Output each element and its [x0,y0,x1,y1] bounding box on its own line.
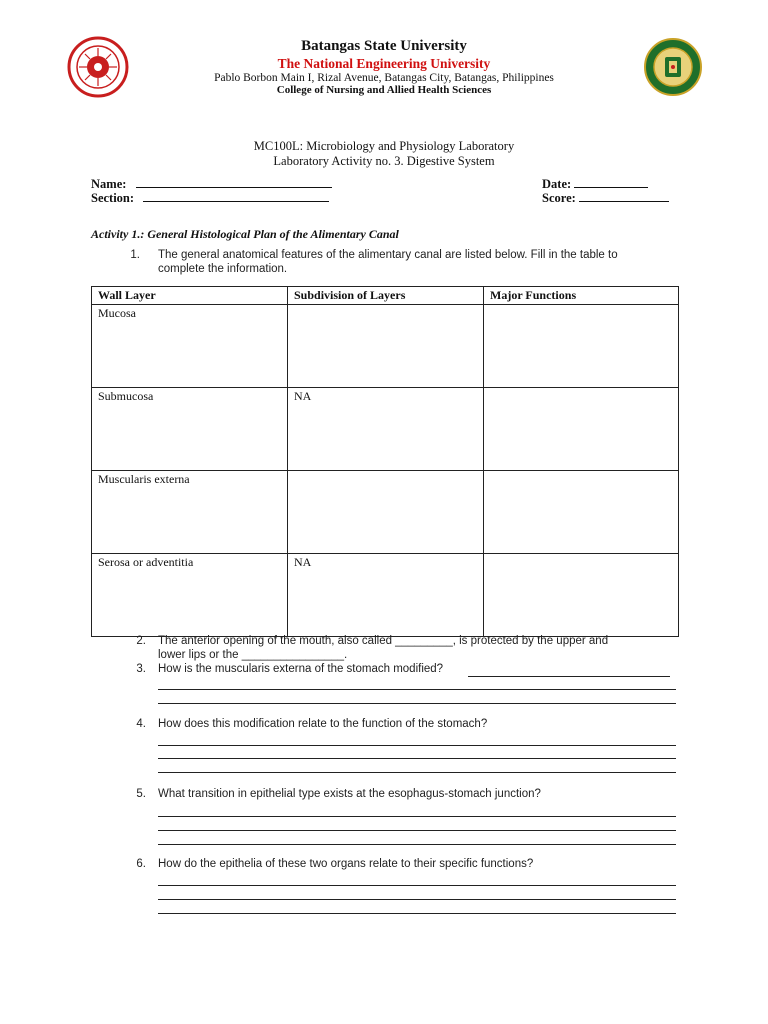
question-6-text: How do the epithelia of these two organs relate to their specific functions? [158,858,534,870]
answer-line[interactable] [158,772,676,773]
answer-line[interactable] [158,758,676,759]
question-2-number: 2. [136,635,146,647]
answer-line[interactable] [468,676,670,677]
question-3-text: How is the muscularis externa of the stomach modified? [158,663,444,675]
question-1-line-1: The general anatomical features of the alimentary canal are listed below. Fill in the table to [158,249,618,261]
answer-line[interactable] [158,885,676,886]
table-row [92,471,679,554]
university-address: Pablo Borbon Main I, Rizal Avenue, Batangas City, Batangas, Philippines [214,72,554,84]
column-header-major-functions: Major Functions [484,287,679,305]
question-6-number: 6. [136,858,146,870]
question-2-line-2: lower lips or the ________________. [158,649,348,661]
subdivision-cell[interactable] [288,305,484,388]
wall-layer-cell: Serosa or adventitia [92,554,288,637]
question-3-number: 3. [136,663,146,675]
activity-heading: Activity 1.: General Histological Plan of the Alimentary Canal [91,227,399,241]
activity-number: Laboratory Activity no. 3. Digestive System [273,154,495,168]
column-header-subdivision: Subdivision of Layers [288,287,484,305]
subdivision-cell[interactable]: NA [288,554,484,637]
table-row [92,554,679,637]
question-4-text: How does this modification relate to the function of the stomach? [158,718,488,730]
question-4-number: 4. [136,718,146,730]
wall-layer-cell: Submucosa [92,388,288,471]
question-5-text: What transition in epithelial type exists at the esophagus-stomach junction? [158,788,541,800]
wall-layer-cell: Mucosa [92,305,288,388]
answer-line[interactable] [158,913,676,914]
table-row [92,388,679,471]
question-1-number: 1. [130,249,140,261]
subdivision-cell[interactable]: NA [288,388,484,471]
answer-line[interactable] [158,844,676,845]
university-name: Batangas State University [301,38,467,54]
wall-layer-cell: Muscularis externa [92,471,288,554]
date-blank[interactable] [574,176,648,188]
section-label: Section: [91,191,135,205]
section-blank[interactable] [143,190,329,202]
course-title: MC100L: Microbiology and Physiology Laboratory [253,139,515,153]
column-header-wall-layer: Wall Layer [92,287,288,305]
score-label: Score: [542,191,576,205]
score-blank[interactable] [579,190,669,202]
question-5-number: 5. [136,788,146,800]
answer-line[interactable] [158,703,676,704]
answer-line[interactable] [158,745,676,746]
functions-cell[interactable] [484,471,679,554]
answer-line[interactable] [158,899,676,900]
table-header-row [92,287,679,305]
name-blank[interactable] [136,176,332,188]
table-row [92,305,679,388]
answer-line[interactable] [158,816,676,817]
functions-cell[interactable] [484,554,679,637]
university-tagline: The National Engineering University [277,56,491,71]
name-label: Name: [91,177,127,191]
functions-cell[interactable] [484,388,679,471]
answer-line[interactable] [158,689,676,690]
question-1-line-2: complete the information. [158,263,288,275]
answer-line[interactable] [158,830,676,831]
section-field [91,190,329,206]
college-name: College of Nursing and Allied Health Sciences [276,84,492,96]
alimentary-canal-table [91,286,679,637]
date-label: Date: [542,177,572,191]
score-field [542,190,669,206]
question-2-line-1: The anterior opening of the mouth, also called _________, is protected by the upper and [158,635,609,647]
subdivision-cell[interactable] [288,471,484,554]
functions-cell[interactable] [484,305,679,388]
